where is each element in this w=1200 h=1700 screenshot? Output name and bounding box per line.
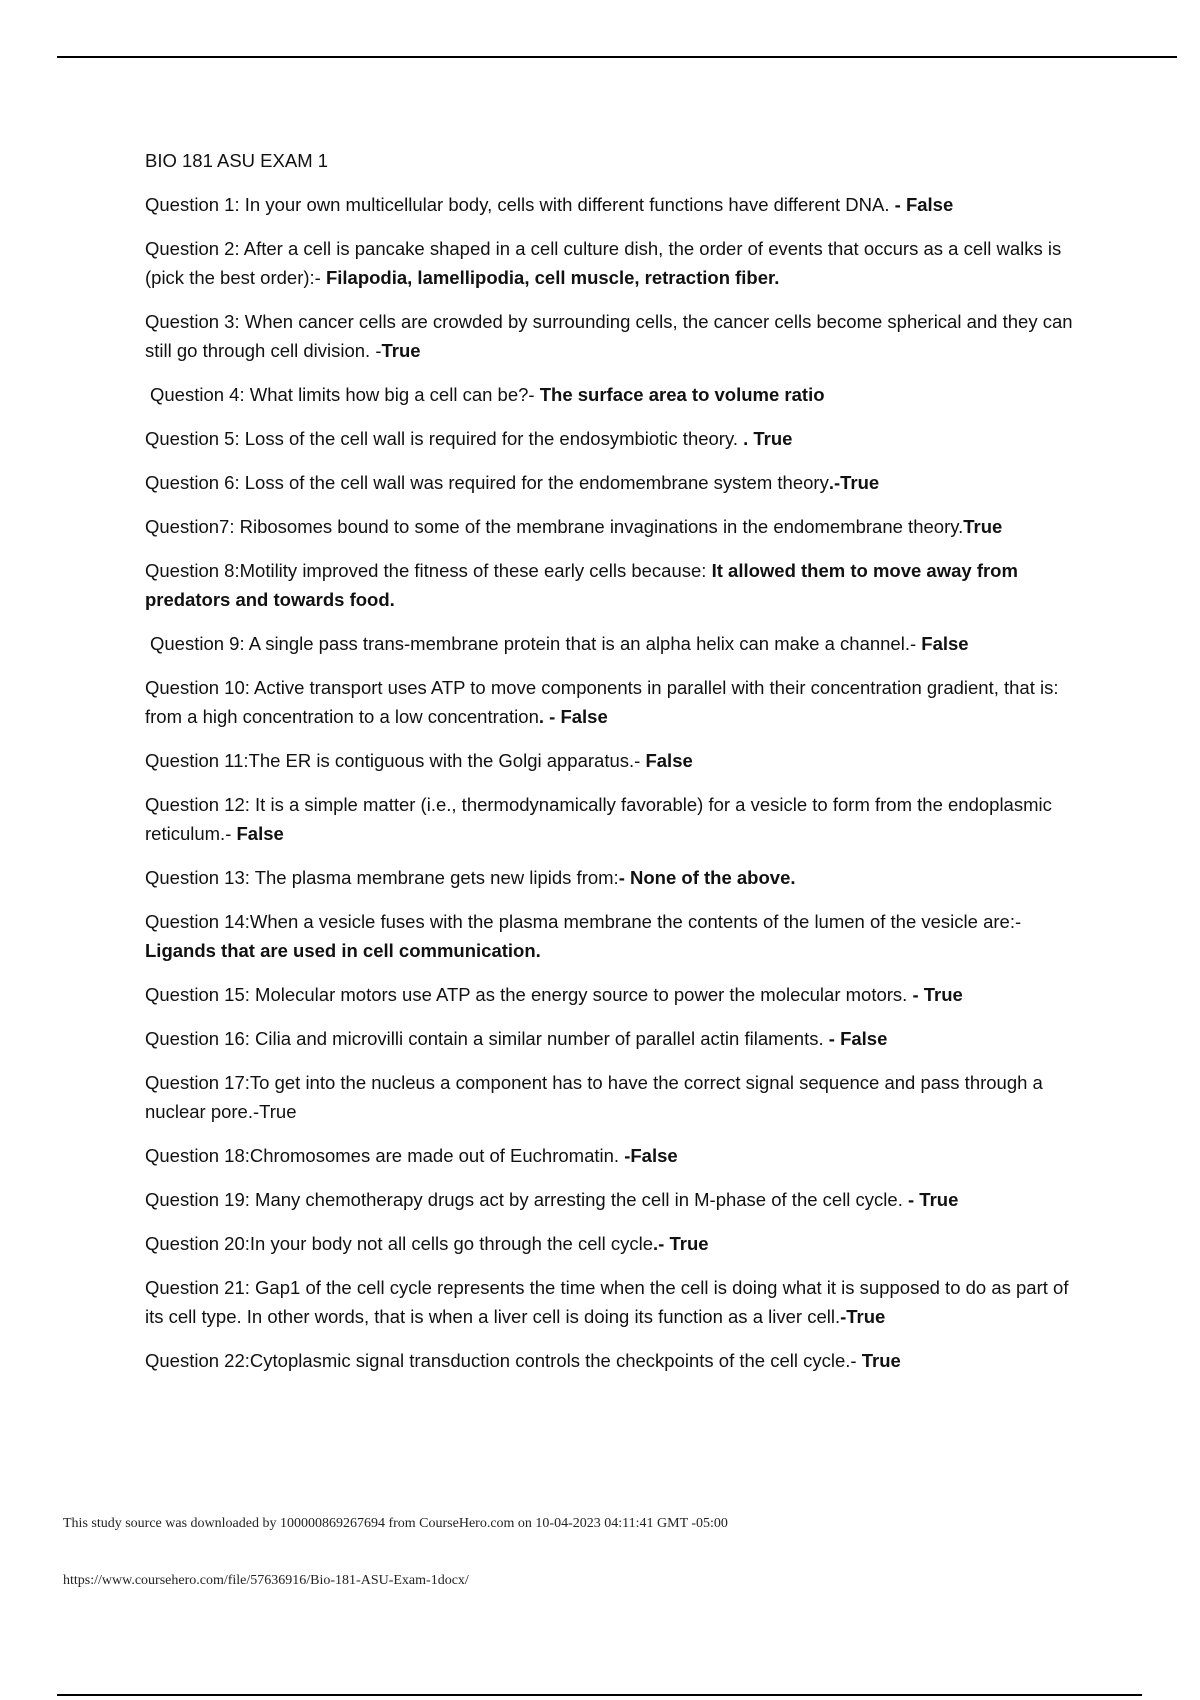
question-text: Question 16: Cilia and microvilli contain a similar number of parallel actin filaments. bbox=[145, 1028, 829, 1049]
question-answer: False bbox=[645, 750, 693, 771]
question-16 bbox=[145, 1024, 1075, 1053]
question-text: Question 3: When cancer cells are crowded by surrounding cells, the cancer cells become spherical and they can still go through cell division. - bbox=[145, 311, 1073, 361]
question-answer: - False bbox=[828, 1028, 888, 1049]
question-13 bbox=[145, 863, 1075, 892]
question-answer: - None of the above. bbox=[618, 867, 796, 888]
question-19 bbox=[145, 1185, 1075, 1214]
question-4 bbox=[145, 380, 1075, 409]
question-answer: Filapodia, lamellipodia, cell muscle, retraction fiber. bbox=[325, 267, 780, 288]
question-answer: True bbox=[861, 1350, 901, 1371]
document-title: BIO 181 ASU EXAM 1 bbox=[145, 150, 329, 171]
download-notice: This study source was downloaded by 100000869267694 from CourseHero.com on 10-04-2023 04:11:41 GMT -05:00 bbox=[63, 1516, 728, 1531]
question-answer: .-True bbox=[828, 472, 880, 493]
exam-content bbox=[145, 146, 1075, 1390]
question-2 bbox=[145, 234, 1075, 292]
question-answer: It allowed them to move away from predators and towards food. bbox=[145, 560, 1018, 610]
question-answer: True bbox=[963, 516, 1003, 537]
question-answer: True bbox=[381, 340, 421, 361]
question-answer: - True bbox=[912, 984, 963, 1005]
question-answer: -True bbox=[840, 1306, 886, 1327]
question-9 bbox=[145, 629, 1075, 658]
question-answer: False bbox=[921, 633, 969, 654]
question-22 bbox=[145, 1346, 1075, 1375]
question-14 bbox=[145, 907, 1075, 965]
question-answer: -False bbox=[624, 1145, 678, 1166]
question-7 bbox=[145, 512, 1075, 541]
question-answer: Ligands that are used in cell communication. bbox=[145, 940, 541, 961]
top-divider bbox=[57, 56, 1177, 58]
question-text: Question 6: Loss of the cell wall was required for the endomembrane system theory bbox=[145, 472, 829, 493]
question-text: Question 9: A single pass trans-membrane protein that is an alpha helix can make a channel.- bbox=[150, 633, 922, 654]
question-text: Question 18:Chromosomes are made out of Euchromatin. bbox=[145, 1145, 625, 1166]
bottom-divider bbox=[57, 1694, 1142, 1696]
question-text: Question 19: Many chemotherapy drugs act by arresting the cell in M-phase of the cell cycle. bbox=[145, 1189, 908, 1210]
question-20 bbox=[145, 1229, 1075, 1258]
question-1 bbox=[145, 190, 1075, 219]
question-text: Question 20:In your body not all cells go through the cell cycle bbox=[145, 1233, 654, 1254]
question-text: Question 11:The ER is contiguous with the Golgi apparatus.- bbox=[145, 750, 646, 771]
question-21 bbox=[145, 1273, 1075, 1331]
question-text: Question 13: The plasma membrane gets new lipids from: bbox=[145, 867, 619, 888]
question-answer: - True bbox=[908, 1189, 959, 1210]
question-text: Question 21: Gap1 of the cell cycle represents the time when the cell is doing what it is supposed to do as part of its cell type. In other words, that is when a liver cell is doing its function as a liver cell. bbox=[145, 1277, 1069, 1327]
question-answer: - False bbox=[894, 194, 954, 215]
question-answer: . - False bbox=[538, 706, 608, 727]
question-17 bbox=[145, 1068, 1075, 1126]
question-text: Question 12: It is a simple matter (i.e., thermodynamically favorable) for a vesicle to form from the endoplasmic reticulum.- bbox=[145, 794, 1052, 844]
question-10 bbox=[145, 673, 1075, 731]
question-15 bbox=[145, 980, 1075, 1009]
question-answer: False bbox=[236, 823, 284, 844]
question-6 bbox=[145, 468, 1075, 497]
question-5 bbox=[145, 424, 1075, 453]
question-12 bbox=[145, 790, 1075, 848]
question-text: Question 5: Loss of the cell wall is required for the endosymbiotic theory. bbox=[145, 428, 744, 449]
question-18 bbox=[145, 1141, 1075, 1170]
question-text: Question 15: Molecular motors use ATP as the energy source to power the molecular motors. bbox=[145, 984, 913, 1005]
question-text: Question 22:Cytoplasmic signal transduction controls the checkpoints of the cell cycle.- bbox=[145, 1350, 862, 1371]
question-text: Question 4: What limits how big a cell can be?- bbox=[150, 384, 540, 405]
question-11 bbox=[145, 746, 1075, 775]
question-text: Question 8:Motility improved the fitness of these early cells because: bbox=[145, 560, 712, 581]
question-answer: . True bbox=[743, 428, 793, 449]
question-text: Question 1: In your own multicellular body, cells with different functions have different DNA. bbox=[145, 194, 895, 215]
question-8 bbox=[145, 556, 1075, 614]
question-answer: .- True bbox=[653, 1233, 709, 1254]
question-3 bbox=[145, 307, 1075, 365]
source-url: https://www.coursehero.com/file/57636916/Bio-181-ASU-Exam-1docx/ bbox=[63, 1573, 469, 1588]
question-answer: The surface area to volume ratio bbox=[539, 384, 825, 405]
question-text: Question 10: Active transport uses ATP to move components in parallel with their concentration gradient, that is: from a high concentration to a low concentration bbox=[145, 677, 1059, 727]
question-text: Question 17:To get into the nucleus a component has to have the correct signal sequence and pass through a nuclear pore.-True bbox=[145, 1072, 1043, 1122]
question-text: Question 2: After a cell is pancake shaped in a cell culture dish, the order of events that occurs as a cell walks is (pick the best order):- bbox=[145, 238, 1062, 288]
question-text: Question7: Ribosomes bound to some of the membrane invaginations in the endomembrane theory. bbox=[145, 516, 964, 537]
question-text: Question 14:When a vesicle fuses with the plasma membrane the contents of the lumen of the vesicle are:- bbox=[145, 911, 1022, 932]
